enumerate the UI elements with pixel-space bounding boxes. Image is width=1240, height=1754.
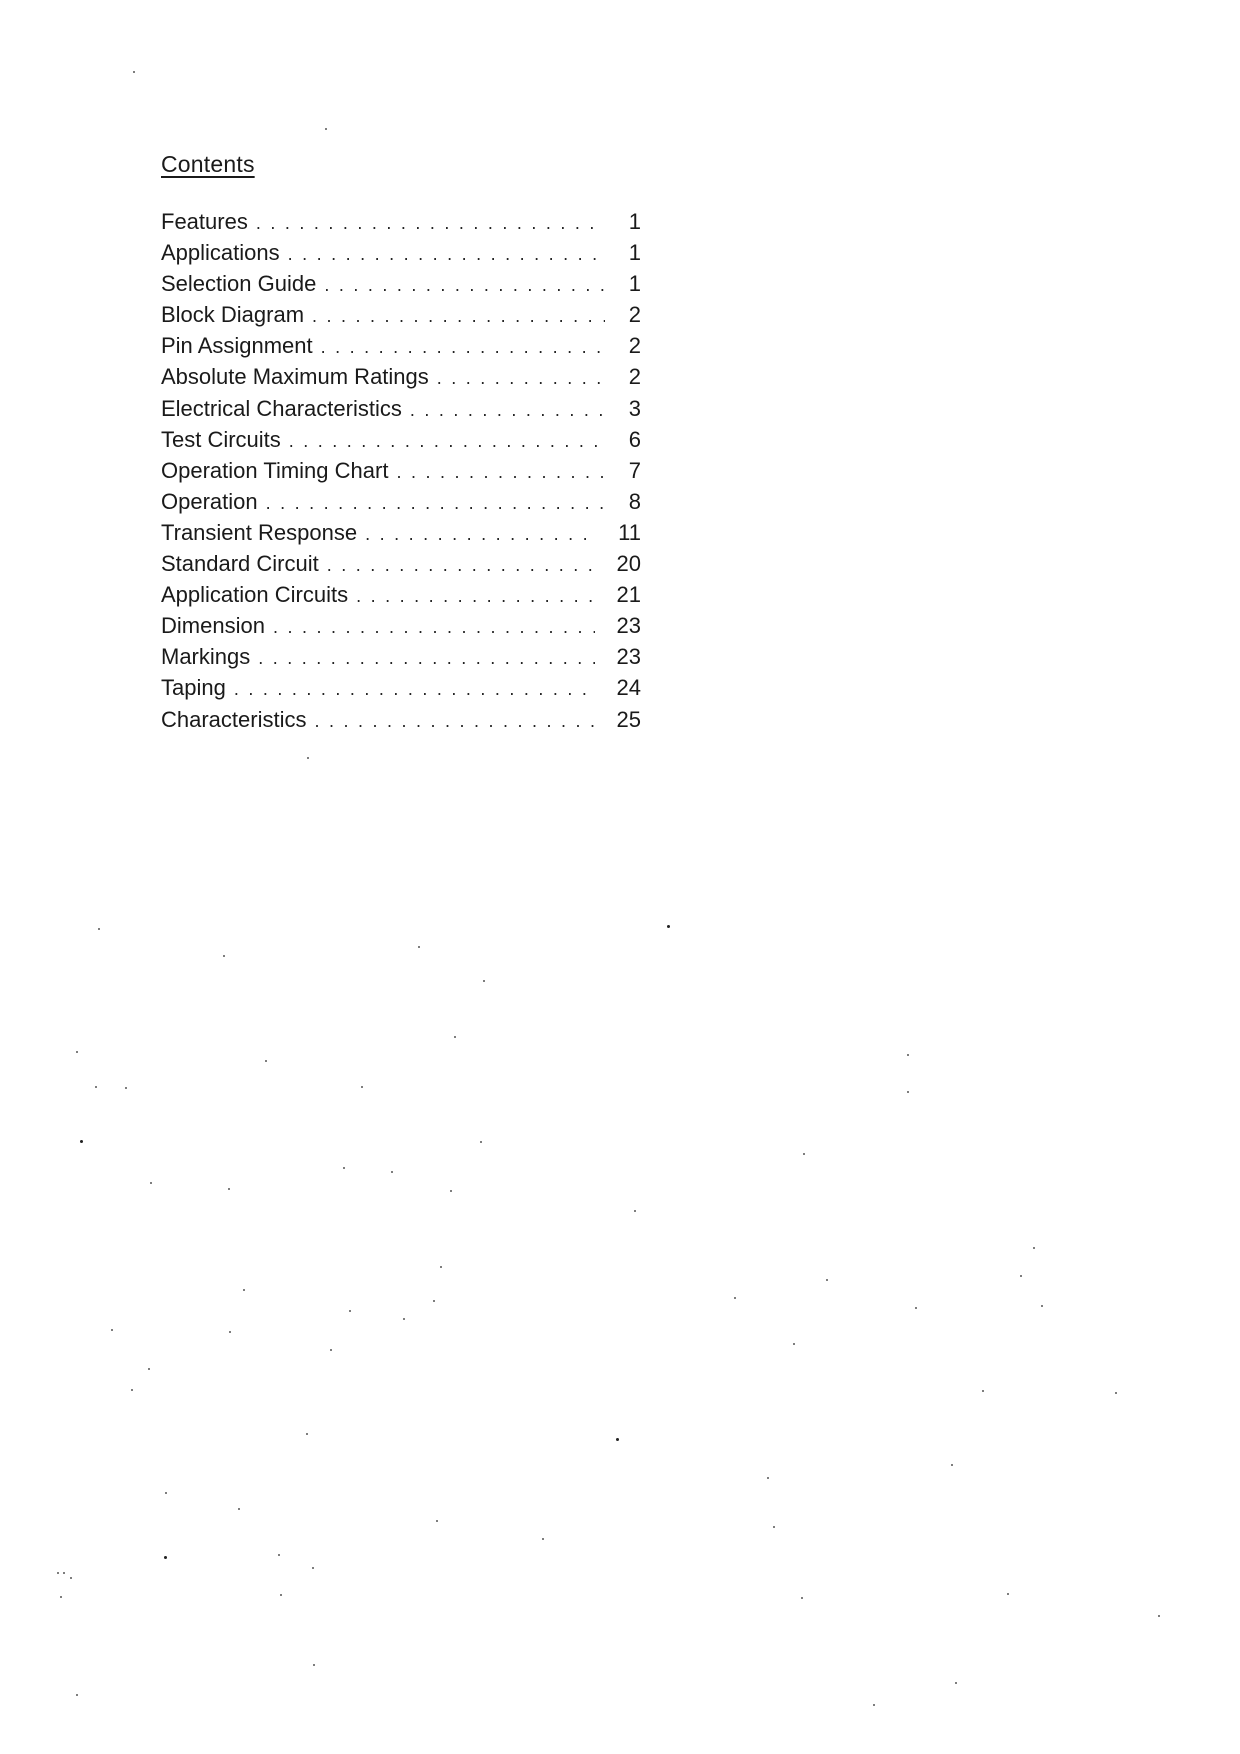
toc-leader-dots [273, 612, 595, 643]
toc-entry-page: 3 [628, 395, 641, 421]
toc-leader-dots [410, 395, 607, 426]
toc-leader-dots [365, 519, 596, 550]
scan-speck [306, 1433, 308, 1435]
scan-speck [70, 1577, 72, 1579]
toc-entry-page: 20 [616, 551, 641, 577]
scan-speck [343, 1167, 345, 1169]
toc-entry-page: 2 [628, 364, 641, 390]
toc-entry [161, 610, 641, 641]
toc-entry-page: 21 [616, 582, 641, 608]
scan-speck [391, 1171, 393, 1173]
toc-entry-title: Standard Circuit [161, 551, 319, 577]
scan-speck [307, 757, 309, 759]
toc-entry-page: 1 [628, 240, 641, 266]
toc-entry [161, 641, 641, 672]
scan-speck [793, 1343, 795, 1345]
toc-entry-page: 2 [628, 333, 641, 359]
scan-speck [1020, 1275, 1022, 1277]
toc-leader-dots [258, 643, 594, 674]
scan-speck [223, 955, 225, 957]
toc-leader-dots [266, 488, 604, 519]
scan-speck [148, 1368, 150, 1370]
scan-speck [228, 1188, 230, 1190]
scan-speck [150, 1182, 152, 1184]
toc-entry [161, 206, 641, 237]
scan-speck [278, 1554, 280, 1556]
scan-speck [450, 1190, 452, 1192]
toc-entry-page: 23 [616, 613, 641, 639]
toc-entry-title: Block Diagram [161, 302, 305, 328]
toc-leader-dots [312, 301, 605, 332]
toc-entry [161, 579, 641, 610]
toc-entry-title: Markings [161, 644, 251, 670]
toc-entry [161, 393, 641, 424]
scan-speck [1158, 1615, 1160, 1617]
scan-speck [133, 71, 135, 73]
scan-speck [265, 1060, 267, 1062]
scan-speck [312, 1567, 314, 1569]
table-of-contents [161, 206, 641, 735]
scan-speck [80, 1140, 83, 1143]
scan-speck [955, 1682, 957, 1684]
scan-speck [734, 1297, 736, 1299]
scan-speck [98, 928, 100, 930]
toc-entry [161, 486, 641, 517]
scan-speck [907, 1054, 909, 1056]
toc-leader-dots [356, 581, 594, 612]
scan-speck [982, 1390, 984, 1392]
scan-speck [873, 1704, 875, 1706]
scan-speck [76, 1694, 78, 1696]
toc-entry-title: Absolute Maximum Ratings [161, 364, 429, 390]
scan-speck [238, 1508, 240, 1510]
toc-entry-title: Operation [161, 488, 258, 514]
scan-speck [915, 1307, 917, 1309]
toc-entry-title: Pin Assignment [161, 333, 313, 359]
toc-entry-page: 23 [616, 644, 641, 670]
scan-speck [454, 1036, 456, 1038]
toc-entry-title: Operation Timing Chart [161, 457, 389, 483]
toc-entry [161, 361, 641, 392]
toc-entry [161, 517, 641, 548]
scan-speck [433, 1300, 435, 1302]
scan-speck [243, 1289, 245, 1291]
toc-leader-dots [234, 674, 595, 705]
toc-entry [161, 704, 641, 735]
toc-entry-page: 25 [616, 706, 641, 732]
toc-leader-dots [289, 426, 605, 457]
toc-entry-page: 8 [628, 488, 641, 514]
scan-speck [436, 1520, 438, 1522]
scan-speck [95, 1086, 97, 1088]
toc-leader-dots [327, 550, 595, 581]
toc-entry [161, 237, 641, 268]
toc-entry [161, 548, 641, 579]
scan-speck [826, 1279, 828, 1281]
toc-entry-page: 7 [628, 457, 641, 483]
scan-speck [1033, 1247, 1035, 1249]
scan-speck [131, 1389, 133, 1391]
toc-entry-page: 6 [628, 426, 641, 452]
scan-speck [773, 1526, 775, 1528]
scan-speck [634, 1210, 636, 1212]
toc-entry-title: Selection Guide [161, 271, 317, 297]
scan-speck [111, 1329, 113, 1331]
toc-entry [161, 455, 641, 486]
scan-speck [1115, 1392, 1117, 1394]
scan-speck [57, 1572, 59, 1574]
scan-speck [1007, 1593, 1009, 1595]
scan-speck [767, 1477, 769, 1479]
scan-speck [361, 1086, 363, 1088]
scan-speck [803, 1153, 805, 1155]
scan-speck [1041, 1305, 1043, 1307]
toc-leader-dots [314, 706, 594, 737]
toc-leader-dots [324, 270, 606, 301]
toc-entry-title: Test Circuits [161, 426, 281, 452]
toc-entry-title: Electrical Characteristics [161, 395, 402, 421]
toc-entry-title: Transient Response [161, 519, 358, 545]
scan-speck [229, 1331, 231, 1333]
scan-speck [164, 1556, 167, 1559]
scan-speck [349, 1310, 351, 1312]
toc-entry [161, 672, 641, 703]
scan-speck [951, 1464, 953, 1466]
scan-speck [418, 946, 420, 948]
contents-heading: Contents [161, 151, 255, 177]
toc-leader-dots [396, 457, 606, 488]
toc-entry-page: 2 [628, 302, 641, 328]
scan-speck [60, 1596, 62, 1598]
scan-speck [667, 925, 670, 928]
scan-speck [76, 1051, 78, 1053]
toc-leader-dots [288, 239, 605, 270]
scan-speck [907, 1091, 909, 1093]
toc-entry-title: Characteristics [161, 706, 307, 732]
toc-entry-title: Features [161, 209, 248, 234]
toc-entry [161, 424, 641, 455]
toc-entry-page: 24 [616, 675, 641, 701]
toc-entry [161, 268, 641, 299]
scan-speck [483, 980, 485, 982]
toc-entry-page: 1 [628, 209, 641, 234]
toc-entry-title: Dimension [161, 613, 265, 639]
scan-speck [542, 1538, 544, 1540]
toc-entry [161, 299, 641, 330]
scan-speck [313, 1664, 315, 1666]
scan-speck [280, 1594, 282, 1596]
scan-speck [403, 1318, 405, 1320]
scan-speck [325, 128, 327, 130]
toc-entry-title: Applications [161, 240, 280, 266]
scan-speck [616, 1438, 619, 1441]
scan-speck [801, 1597, 803, 1599]
scan-speck [165, 1492, 167, 1494]
scan-speck [330, 1349, 332, 1351]
toc-leader-dots [256, 208, 603, 239]
toc-leader-dots [321, 332, 606, 363]
toc-entry [161, 330, 641, 361]
scan-speck [440, 1266, 442, 1268]
toc-leader-dots [437, 363, 607, 394]
toc-entry-title: Application Circuits [161, 582, 349, 608]
toc-entry-page: 11 [618, 519, 641, 545]
toc-entry-title: Taping [161, 675, 226, 701]
scan-speck [480, 1141, 482, 1143]
scan-speck [125, 1087, 127, 1089]
scan-speck [63, 1572, 65, 1574]
toc-entry-page: 1 [628, 271, 641, 297]
